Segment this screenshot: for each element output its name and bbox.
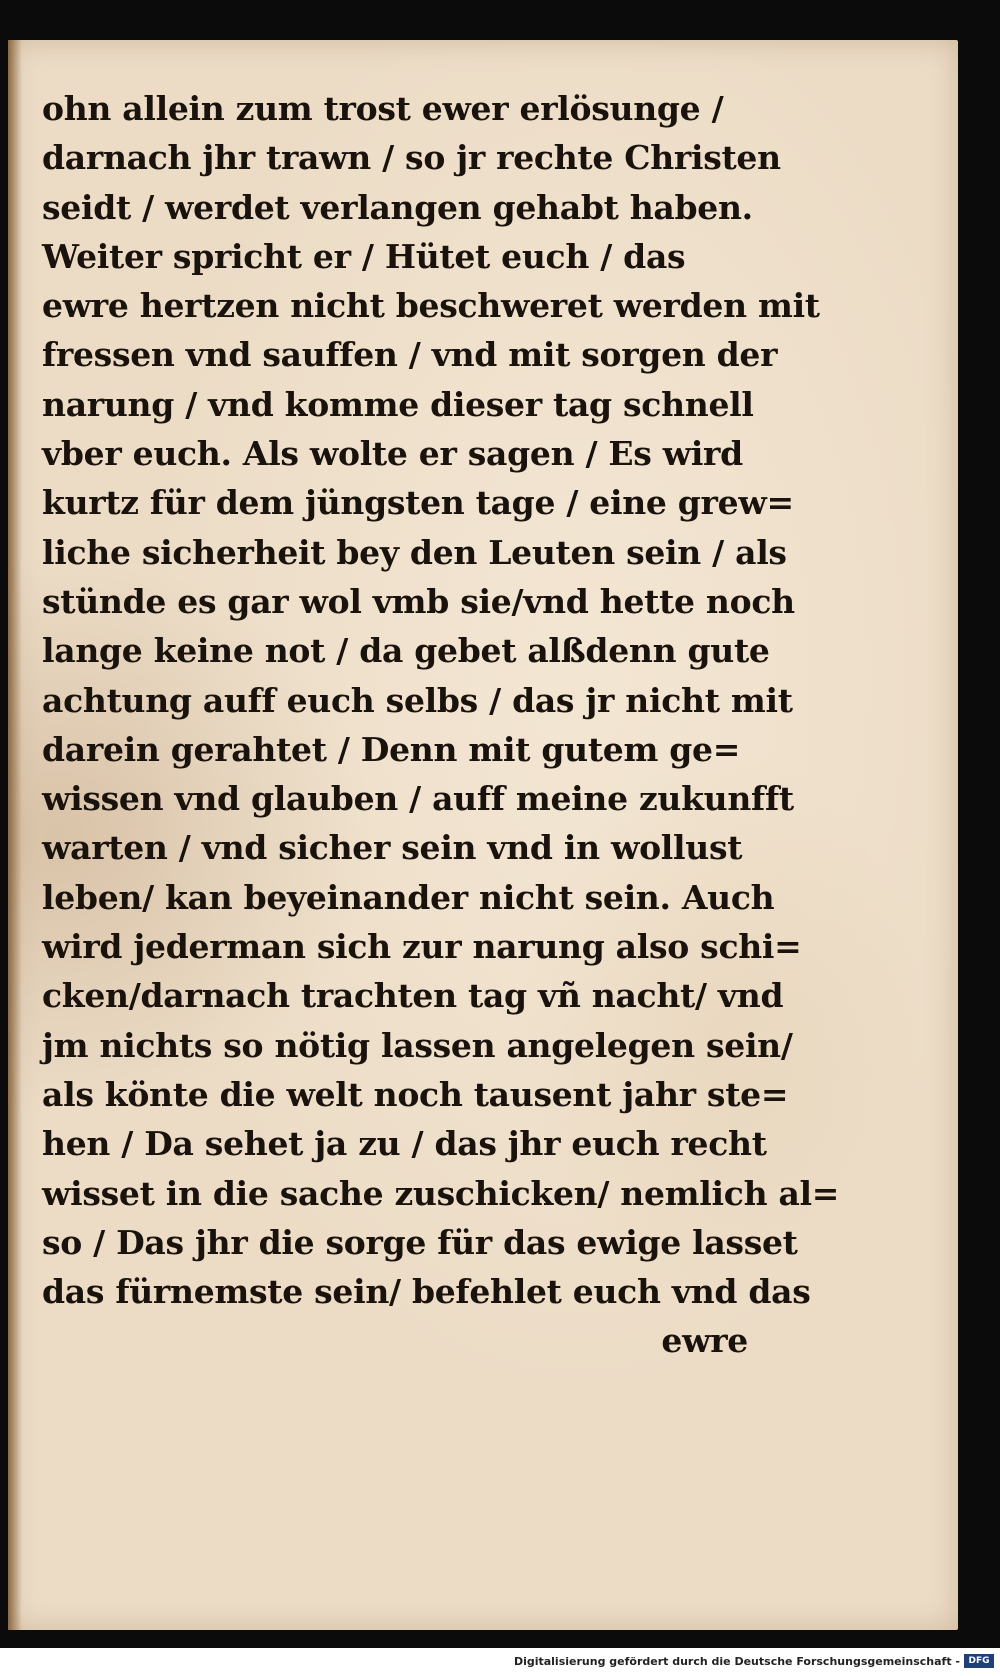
text-line: cken/darnach trachten tag vñ nacht/ vnd: [42, 976, 784, 1016]
text-line: als könte die welt noch tausent jahr ste=: [42, 1074, 789, 1114]
text-line: fressen vnd sauffen / vnd mit sorgen der: [42, 335, 778, 375]
text-line: Weiter spricht er / Hütet euch / das: [42, 236, 686, 276]
text-line: kurtz für dem jüngsten tage / eine grew=: [42, 483, 794, 523]
text-line: ohn allein zum trost ewer erlösunge /: [42, 89, 724, 128]
page-gutter-shadow: [8, 40, 22, 1630]
book-page: [8, 40, 958, 1630]
text-line: vber euch. Als wolte er sagen / Es wird: [42, 434, 743, 474]
text-line: wissen vnd glauben / auff meine zukunfft: [42, 779, 794, 819]
text-line: wisset in die sache zuschicken/ nemlich al=: [42, 1173, 840, 1213]
funding-credit: Digitalisierung gefördert durch die Deutsche Forschungsgemeinschaft -: [513, 1655, 960, 1668]
text-line: liche sicherheit bey den Leuten sein / als: [42, 532, 787, 572]
catchword: ewre: [661, 1321, 748, 1361]
text-line: ewre hertzen nicht beschweret werden mit: [42, 286, 820, 326]
text-line: warten / vnd sicher sein vnd in wollust: [42, 828, 743, 868]
text-line: hen / Da sehet ja zu / das jhr euch recht: [42, 1124, 767, 1164]
text-line: lange keine not / da gebet alßdenn gute: [42, 631, 770, 671]
footer-bar: [0, 1648, 1000, 1676]
text-line: leben/ kan beyeinander nicht sein. Auch: [42, 877, 775, 917]
text-line: narung / vnd komme dieser tag schnell: [42, 384, 754, 424]
text-line: so / Das jhr die sorge für das ewige lasset: [42, 1222, 798, 1262]
page-text-block: [42, 84, 840, 1366]
text-line: darnach jhr trawn / so jr rechte Christen: [42, 138, 781, 178]
dfg-logo: DFG: [964, 1654, 994, 1668]
text-line: wird jederman sich zur narung also schi=: [42, 927, 802, 967]
text-line: das fürnemste sein/ befehlet euch vnd das: [42, 1272, 811, 1312]
text-line: jm nichts so nötig lassen angelegen sein/: [42, 1025, 793, 1065]
text-line: achtung auff euch selbs / das jr nicht mit: [42, 680, 793, 720]
text-line: darein gerahtet / Denn mit gutem ge=: [42, 729, 741, 769]
text-line: seidt / werdet verlangen gehabt haben.: [42, 187, 753, 227]
text-line: stünde es gar wol vmb sie/vnd hette noch: [42, 581, 795, 621]
